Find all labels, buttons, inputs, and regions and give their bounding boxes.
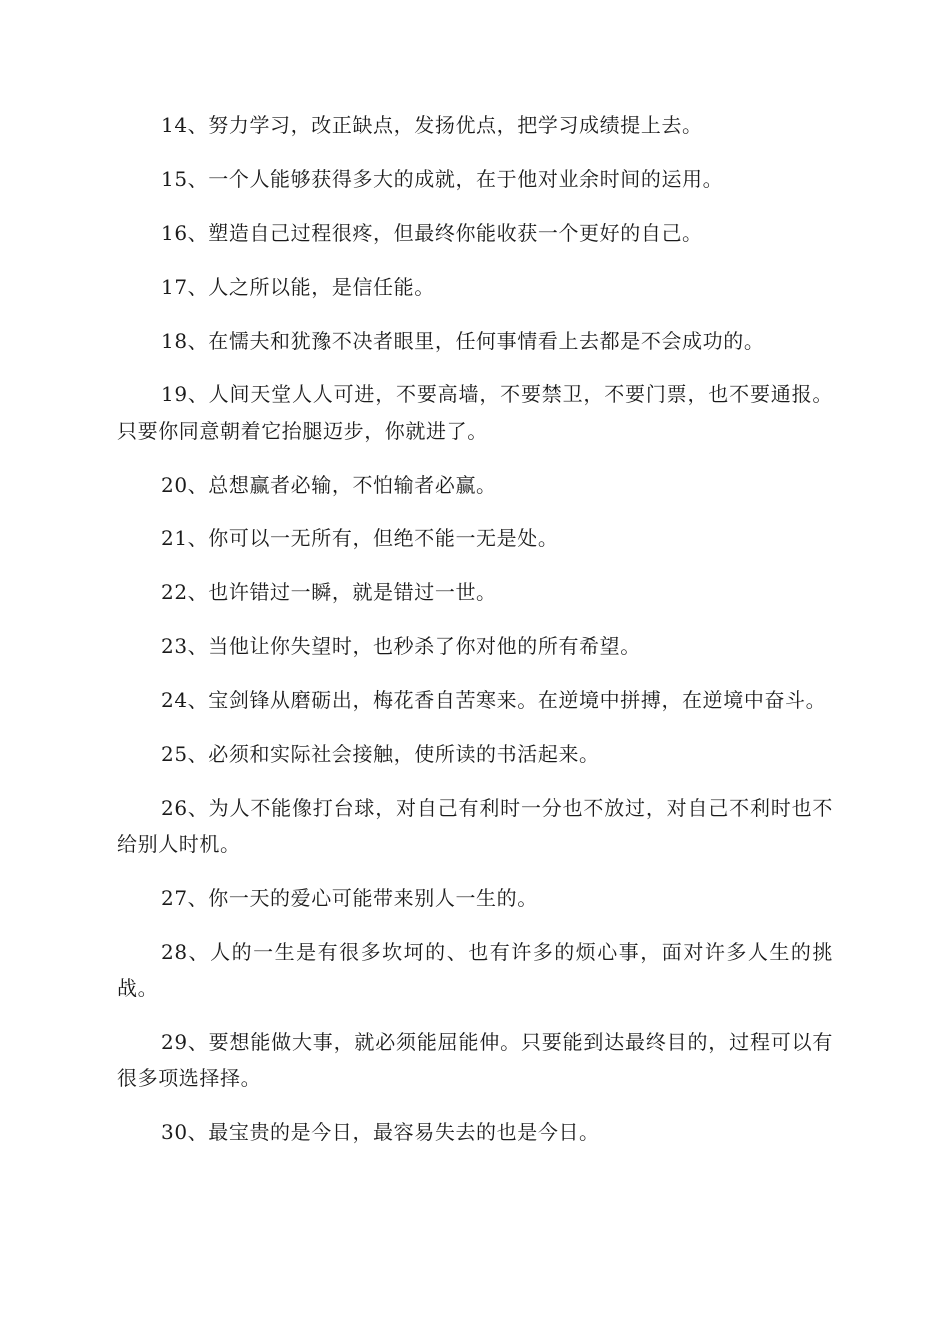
- paragraph-16: 16、塑造自己过程很疼，但最终你能收获一个更好的自己。: [161, 220, 703, 245]
- paragraph-19: 19、人间天堂人人可进，不要高墙，不要禁卫，不要门票，也不要通报。只要你同意朝着它抬腿迈步，你就进了。: [117, 382, 833, 443]
- paragraph-28: 28、人的一生是有很多坎坷的、也有许多的烦心事，面对许多人生的挑战。: [117, 939, 833, 1001]
- paragraph-18: 18、在懦夫和犹豫不决者眼里，任何事情看上去都是不会成功的。: [161, 328, 765, 353]
- paragraph-29: 29、要想能做大事，就必须能屈能伸。只要能到达最终目的，过程可以有很多项选择择。: [117, 1029, 833, 1091]
- paragraph-22: 22、也许错过一瞬，就是错过一世。: [161, 580, 497, 605]
- document-body: [117, 107, 833, 1168]
- paragraph-20: 20、总想赢者必输，不怕输者必赢。: [161, 472, 497, 497]
- paragraph-14: 14、努力学习，改正缺点，发扬优点，把学习成绩提上去。: [161, 113, 703, 137]
- paragraph-26: 26、为人不能像打台球，对自己有利时一分也不放过，对自己不利时也不给别人时机。: [117, 795, 833, 857]
- paragraph-17: 17、人之所以能，是信任能。: [161, 274, 435, 299]
- paragraph-25: 25、必须和实际社会接触，使所读的书活起来。: [161, 742, 600, 766]
- paragraph-21: 21、你可以一无所有，但绝不能一无是处。: [161, 526, 559, 551]
- paragraph-24: 24、宝剑锋从磨砺出，梅花香自苦寒来。在逆境中拼搏，在逆境中奋斗。: [161, 688, 827, 713]
- paragraph-27: 27、你一天的爱心可能带来别人一生的。: [161, 885, 538, 910]
- paragraph-30: 30、最宝贵的是今日，最容易失去的也是今日。: [161, 1120, 600, 1145]
- paragraph-15: 15、一个人能够获得多大的成就，在于他对业余时间的运用。: [161, 166, 724, 191]
- paragraph-23: 23、当他让你失望时，也秒杀了你对他的所有希望。: [161, 634, 641, 659]
